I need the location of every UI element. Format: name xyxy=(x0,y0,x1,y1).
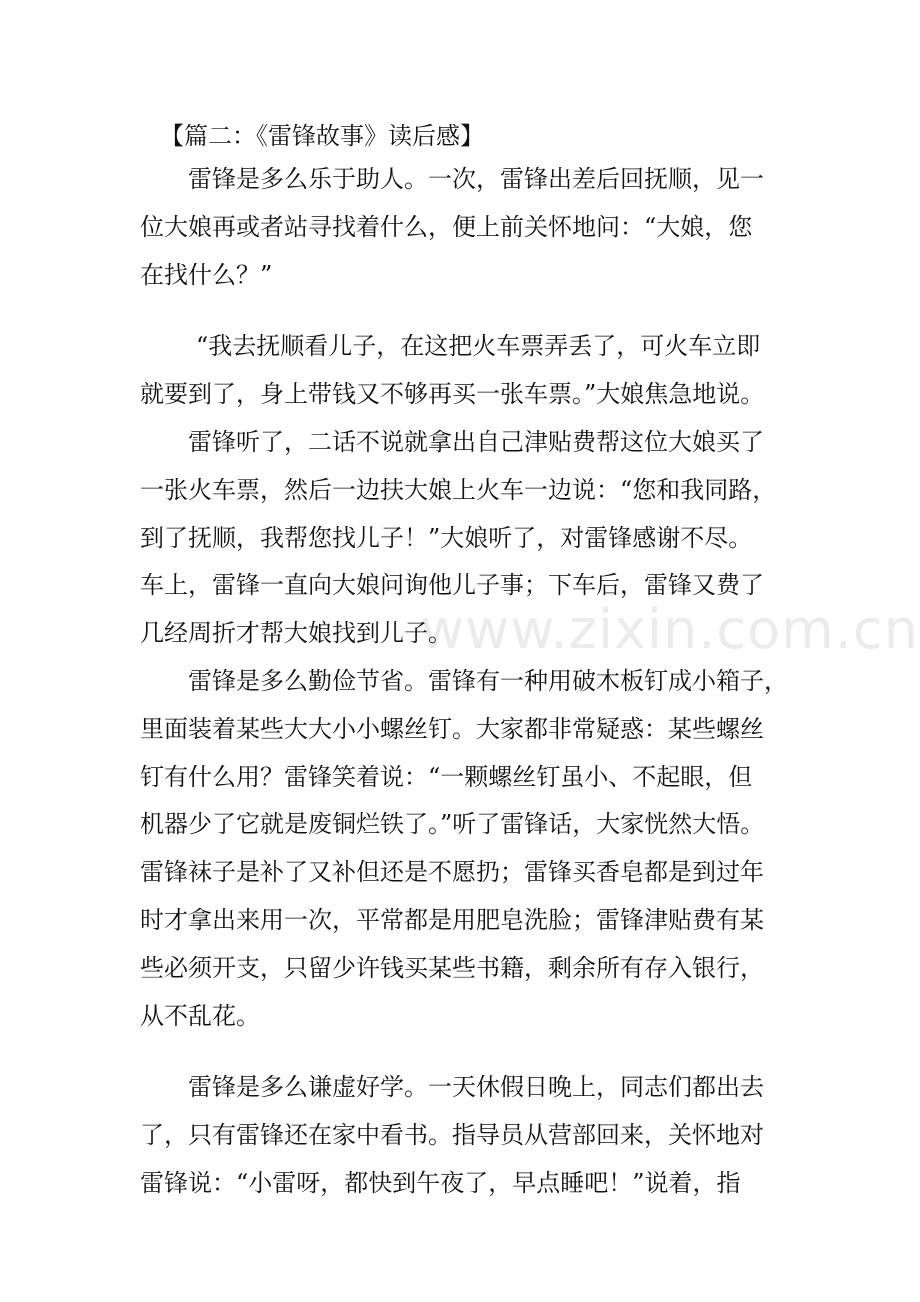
paragraph-line: 几经周折才帮大娘找到儿子。 xyxy=(140,619,452,648)
paragraph-line: 雷锋袜子是补了又补但还是不愿扔；雷锋买香皂都是到过年 xyxy=(140,858,764,887)
document-title: 【篇二：《雷锋故事》读后感】 xyxy=(160,122,484,150)
paragraph-line: 雷锋说：“小雷呀，都快到午夜了，早点睡吧！”说着，指 xyxy=(140,1168,741,1197)
paragraph-line: 雷锋是多么乐于助人。一次，雷锋出差后回抚顺，见一 xyxy=(188,165,764,193)
paragraph-line: 了，只有雷锋还在家中看书。指导员从营部回来，关怀地对 xyxy=(140,1121,764,1150)
paragraph-4 xyxy=(140,658,788,1040)
paragraph-line: 就要到了，身上带钱又不够再买一张车票。”大娘焦急地说。 xyxy=(140,380,765,409)
paragraph-line: 里面装着某些大大小小螺丝钉。大家都非常疑惑：某些螺丝 xyxy=(140,714,764,743)
paragraph-line: 位大娘再或者站寻找着什么，便上前关怀地问：“大娘，您 xyxy=(140,212,753,241)
paragraph-line: 在找什么？” xyxy=(140,260,273,289)
paragraph-3 xyxy=(140,419,785,658)
paragraph-line: 到了抚顺，我帮您找儿子！”大娘听了，对雷锋感谢不尽。 xyxy=(140,523,753,552)
paragraph-line: “我去抚顺看儿子，在这把火车票弄丢了，可火车立即 xyxy=(196,332,761,361)
paragraph-gap xyxy=(140,299,785,323)
watermark: www.zixin.com.cn xyxy=(420,598,919,661)
paragraph-line: 雷锋是多么谦虚好学。一天休假日晚上，同志们都出去 xyxy=(188,1073,764,1102)
paragraph-line: 些必须开支，只留少许钱买某些书籍，剩余所有存入银行， xyxy=(140,953,764,982)
document-body xyxy=(140,116,788,1208)
paragraph-line: 车上，雷锋一直向大娘问询他儿子事；下车后，雷锋又费了 xyxy=(140,571,764,600)
paragraph-line: 雷锋是多么勤俭节省。雷锋有一种用破木板钉成小箱子， xyxy=(188,666,788,695)
paragraph-line: 从不乱花。 xyxy=(140,1001,260,1030)
paragraph-1 xyxy=(140,156,785,299)
paragraph-line: 钉有什么用？雷锋笑着说：“一颗螺丝钉虽小、不起眼，但 xyxy=(140,762,753,791)
paragraph-line: 一张火车票，然后一边扶大娘上火车一边说：“您和我同路， xyxy=(140,475,777,504)
paragraph-line: 机器少了它就是废铜烂铁了。”听了雷锋话，大家恍然大悟。 xyxy=(140,810,765,839)
paragraph-5 xyxy=(140,1064,785,1207)
paragraph-line: 时才拿出来用一次，平常都是用肥皂洗脸；雷锋津贴费有某 xyxy=(140,905,764,934)
paragraph-gap xyxy=(140,1040,785,1064)
paragraph-2 xyxy=(140,323,785,419)
paragraph-line: 雷锋听了，二话不说就拿出自己津贴费帮这位大娘买了 xyxy=(188,427,764,456)
